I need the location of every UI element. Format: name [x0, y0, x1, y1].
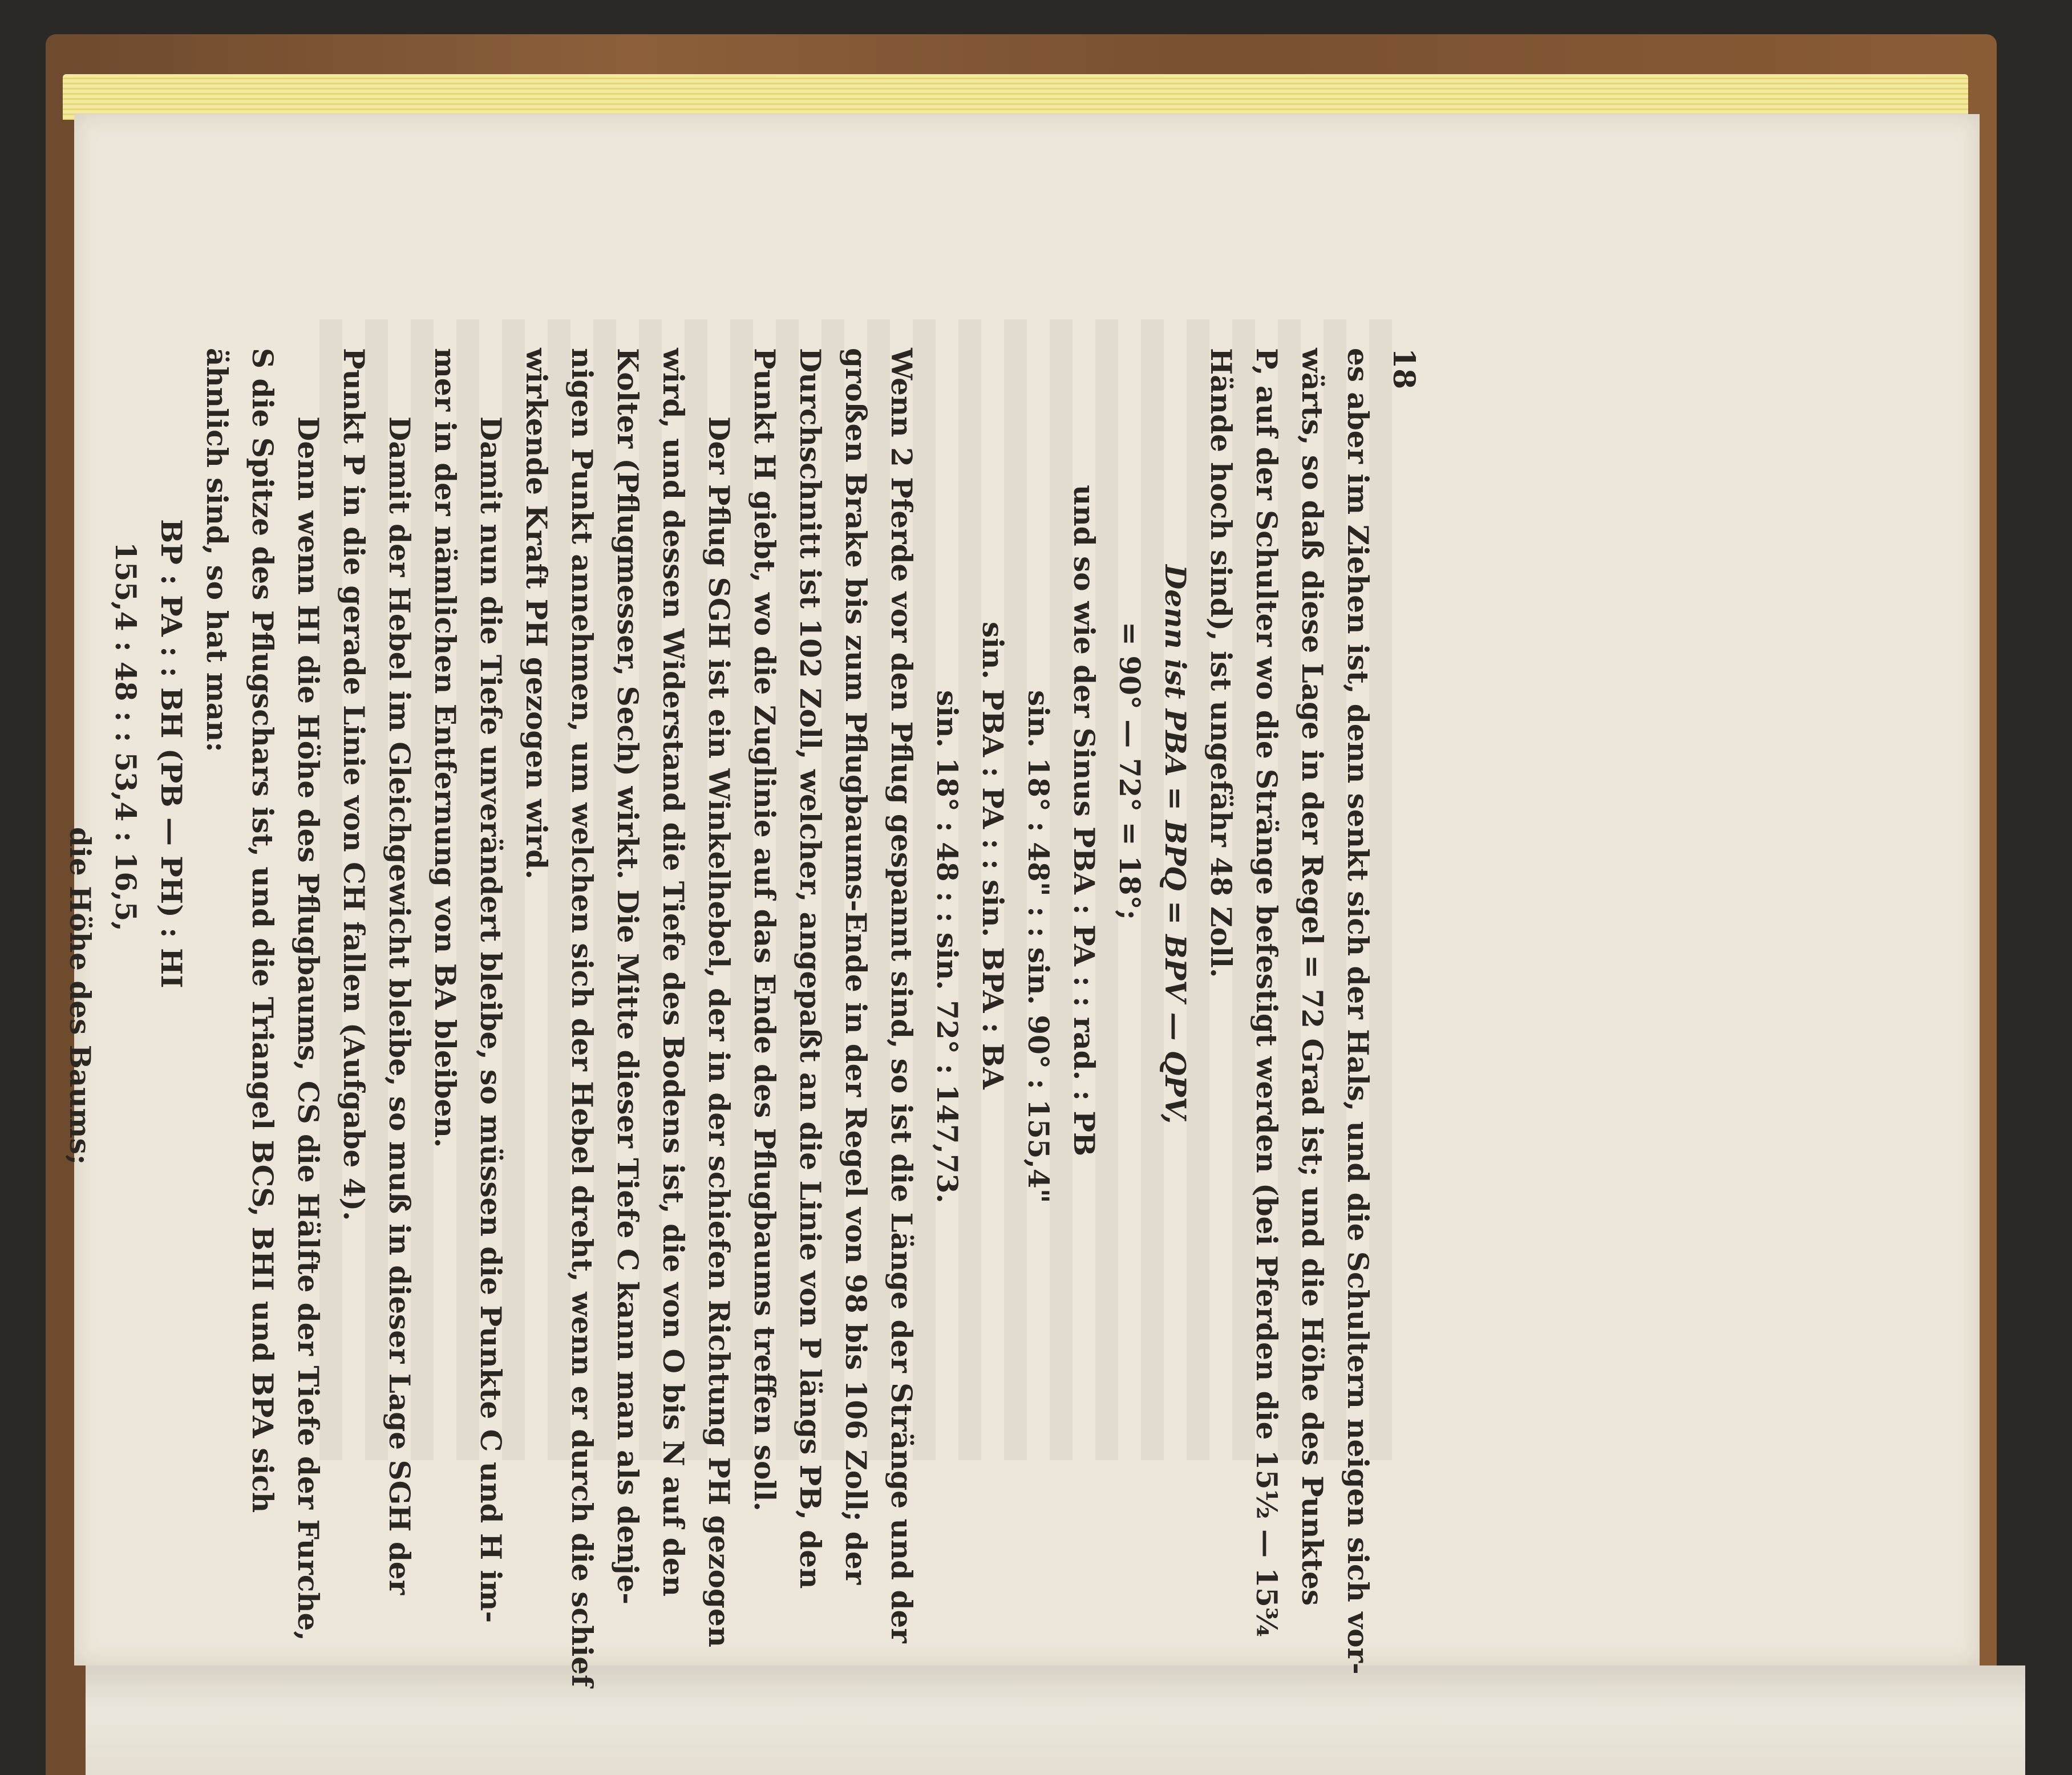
text-line: wird, und dessen Widerstand die Tiefe des Bodens ist, die von O bis N auf den: [657, 348, 690, 1596]
formula-line: sin. 18° : 48 : : sin. 72° : 147,73.: [930, 690, 964, 1203]
page-text: [63, 348, 1426, 1705]
text-line: Denn wenn HI die Höhe des Pflugbaums, CS die Hälfte der Tiefe der Furche,: [292, 416, 325, 1641]
page-number: 18: [1386, 348, 1421, 390]
formula-line: und so wie der Sinus PBA : PA : : rad. : PB: [1067, 485, 1101, 1157]
text-line: Punkt P in die gerade Linie von CH fallen (Aufgabe 4).: [337, 348, 371, 1221]
text-line: Der Pflug SGH ist ein Winkelhebel, der in der schiefen Richtung PH gezogen: [702, 416, 736, 1648]
text-line: die Höhe des Baums;: [63, 827, 97, 1165]
formula-line: sin. 18° : 48" : : sin. 90° : 155,4": [1022, 690, 1055, 1203]
text-line: es aber im Ziehen ist, denn senkt sich der Hals, und die Schultern neigen sich vor-: [1341, 348, 1375, 1675]
formula-line: = 90° — 72° = 18°;: [1113, 622, 1147, 921]
text-line: Durchschnitt ist 102 Zoll, welcher, angepaßt an die Linie von P längs PB, den: [794, 348, 827, 1589]
formula-line: BP : PA : : BH (PB — PH) : HI: [155, 519, 188, 988]
text-line: Kolter (Pflugmesser, Sech) wirkt. Die Mitte dieser Tiefe C kann man als denje-: [611, 348, 645, 1605]
text-line: P, auf der Schulter wo die Stränge befestigt werden (bei Pferden die 15½ — 15¾: [1250, 348, 1284, 1638]
text-line: mer in der nämlichen Entfernung von BA bleiben.: [428, 348, 462, 1148]
formula-line: Denn ist PBA = BPQ = BPV — QPV,: [1159, 565, 1192, 1124]
text-line: Hände hoch sind), ist ungefähr 48 Zoll.: [1204, 348, 1238, 978]
text-line: großen Brake bis zum Pflugbaums-Ende in der Regel von 98 bis 106 Zoll; der: [839, 348, 873, 1585]
text-line: Damit nun die Tiefe unverändert bleibe, so müssen die Punkte C und H im-: [474, 416, 508, 1623]
text-line: S die Spitze des Pflugschars ist, und die Triangel BCS, BHI und BPA sich: [246, 348, 280, 1513]
text-line: wirkende Kraft PH gezogen wird.: [520, 348, 553, 880]
text-line: Damit der Hebel im Gleichgewicht bleibe, so muß in dieser Lage SGH der: [383, 416, 416, 1595]
text-line: Wenn 2 Pferde vor den Pflug gespannt sind, so ist die Länge der Stränge und der: [885, 348, 918, 1643]
gilt-page-edges: [63, 74, 1968, 120]
formula-line: sin. PBA : PA : : sin. BPA : BA: [976, 622, 1010, 1089]
text-line: Punkt H giebt, wo die Zuglinie auf das Ende des Pflugbaums treffen soll.: [748, 348, 782, 1511]
text-line: wärts, so daß diese Lage in der Regel = 72 Grad ist; und die Höhe des Punktes: [1296, 348, 1329, 1606]
text-line: nigen Punkt annehmen, um welchen sich der Hebel dreht, wenn er durch die schief: [565, 348, 599, 1687]
formula-line: 155,4 : 48 : : 53,4 : 16,5,: [109, 542, 143, 931]
text-line: ähnlich sind, so hat man:: [200, 348, 234, 752]
